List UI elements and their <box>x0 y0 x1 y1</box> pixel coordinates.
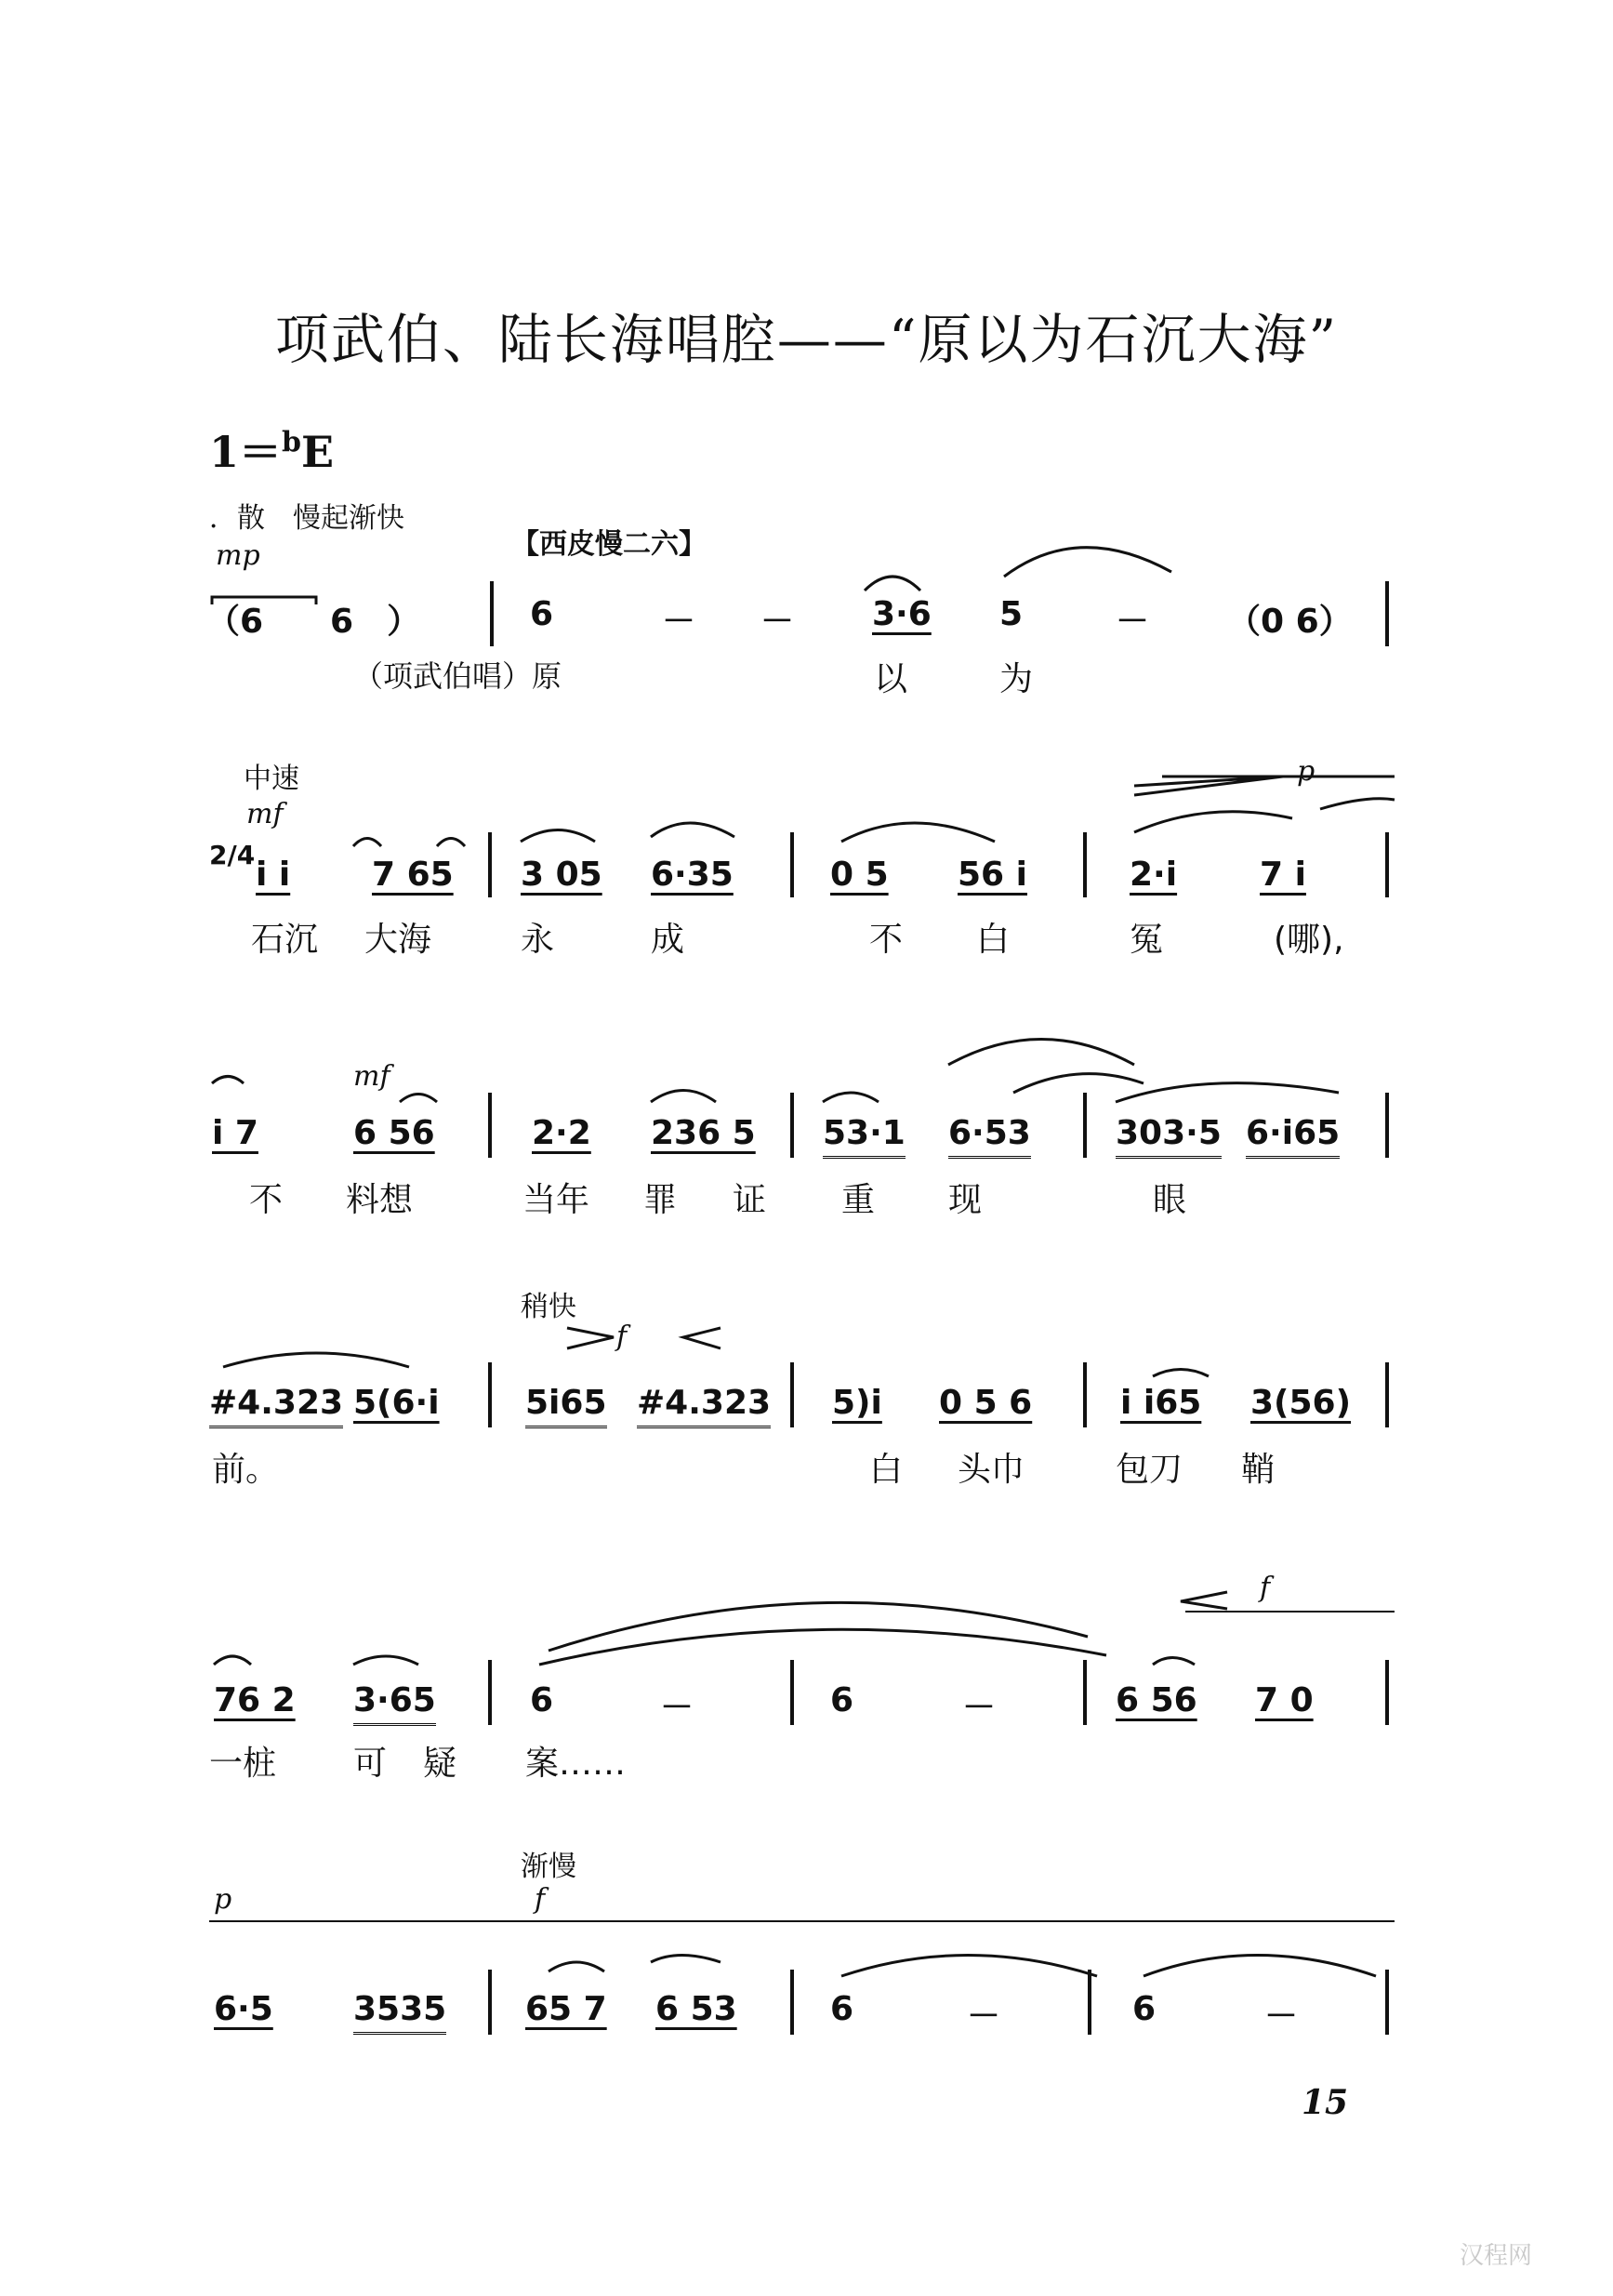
lyric: 成 <box>651 921 685 959</box>
time-signature: 2/4 <box>209 840 256 870</box>
dynamic-f: f <box>535 1883 546 1916</box>
hairpin <box>1134 776 1283 795</box>
slur <box>948 1040 1134 1066</box>
note: 3·6 <box>872 595 932 633</box>
note: 65 7 <box>525 1990 607 2028</box>
slur <box>823 1093 879 1102</box>
note: i 7 <box>212 1114 258 1152</box>
note: 56 i <box>958 856 1027 894</box>
slur <box>521 830 595 843</box>
slur <box>223 1353 409 1367</box>
slur <box>1144 1956 1376 1977</box>
lyric: 为 <box>999 660 1034 698</box>
lyric: 白 <box>869 1451 904 1489</box>
lyric: 鞘 <box>1241 1451 1276 1489</box>
note: 5)i <box>832 1384 882 1422</box>
slur <box>549 1962 604 1971</box>
note: 7 i <box>1260 856 1306 894</box>
slur <box>651 1091 716 1103</box>
dynamic-f: f <box>1260 1572 1271 1604</box>
slur <box>1153 1370 1209 1377</box>
slur <box>549 1602 1088 1651</box>
note: i i <box>256 856 291 894</box>
lyric: 重 <box>841 1181 876 1219</box>
lyric: 前。 <box>212 1451 280 1489</box>
note: 3 05 <box>521 856 602 894</box>
slur <box>865 577 920 591</box>
note: 6 <box>530 595 554 633</box>
note: 5(6·i <box>353 1384 440 1422</box>
note: － <box>1264 1997 1299 2036</box>
note: 6 56 <box>353 1114 435 1152</box>
note: － <box>760 603 795 641</box>
slur <box>353 839 381 847</box>
dynamic-mf: mf <box>246 798 284 830</box>
note: 3·65 <box>353 1681 436 1726</box>
lyric: 现 <box>948 1181 983 1219</box>
note: 6 <box>530 1681 554 1719</box>
note: 7 0 <box>1255 1681 1314 1719</box>
slur <box>353 1656 418 1665</box>
note: 6·i65 <box>1246 1114 1340 1159</box>
slur <box>1013 1074 1144 1093</box>
dynamic-f: f <box>616 1321 628 1353</box>
slur <box>651 1956 721 1963</box>
note: 6·5 <box>214 1990 273 2028</box>
lyric: 冤 <box>1130 921 1164 959</box>
dynamic-mp: mp <box>216 539 260 572</box>
lyric: 案…… <box>525 1745 627 1783</box>
lyric: 不 <box>869 921 904 959</box>
dynamic-mf: mf <box>353 1060 390 1093</box>
tempo-marking-6: 渐慢 <box>521 1851 576 1883</box>
note: 7 65 <box>372 856 454 894</box>
note: － <box>962 1689 997 1727</box>
key-note: E <box>301 427 335 477</box>
note: #4.323 <box>637 1384 771 1428</box>
slur <box>1004 548 1171 577</box>
slur <box>539 1629 1106 1665</box>
lyric: 一桩 <box>209 1745 277 1783</box>
lyric: 永 <box>521 921 555 959</box>
note: 303·5 <box>1116 1114 1222 1159</box>
watermark: 汉程网 <box>1460 2242 1533 2270</box>
page-title: 项武伯、陆长海唱腔——“原以为石沉大海” <box>274 308 1339 371</box>
note: 2·i <box>1130 856 1178 894</box>
note: 53·1 <box>823 1114 906 1159</box>
note: － <box>660 1689 694 1727</box>
hairpin <box>567 1328 614 1348</box>
note: 6 53 <box>655 1990 737 2028</box>
slur <box>841 823 995 842</box>
slur <box>1153 1658 1195 1666</box>
tempo-marking-1: ．散 慢起渐快 <box>209 502 404 535</box>
slur <box>1134 812 1292 832</box>
key-flat: b <box>282 426 301 459</box>
slur <box>212 1077 244 1084</box>
slur <box>1320 799 1395 809</box>
lyric: 白 <box>976 921 1011 959</box>
slur <box>841 1956 1097 1977</box>
note: 3(56) <box>1250 1384 1352 1422</box>
note: － <box>662 603 696 641</box>
note: 3535 <box>353 1990 446 2035</box>
dynamic-p: p <box>214 1883 232 1916</box>
lyric: (哪), <box>1274 921 1344 959</box>
note: 236 5 <box>651 1114 756 1152</box>
lyric: 罪 <box>643 1181 678 1219</box>
dynamic-p: p <box>1297 755 1316 788</box>
note: 6·35 <box>651 856 734 894</box>
note: 2·2 <box>532 1114 591 1152</box>
hairpin <box>683 1328 721 1348</box>
intro-notes: （6 6 ） <box>206 603 421 641</box>
lyric: 石沉 <box>251 921 319 959</box>
lyric: 包刀 <box>1116 1451 1183 1489</box>
slur <box>400 1095 437 1103</box>
lyric: 证 <box>733 1181 767 1219</box>
note: 5i65 <box>525 1384 607 1428</box>
lyric: 大海 <box>364 921 432 959</box>
fermata-bracket <box>212 597 316 604</box>
banqiang-label: 【西皮慢二六】 <box>511 528 707 561</box>
lyric: 疑 <box>423 1745 457 1783</box>
note: 6 <box>1132 1990 1157 2028</box>
lyric: 不 <box>249 1181 284 1219</box>
hairpin <box>1181 1592 1227 1609</box>
note: 76 2 <box>214 1681 296 1719</box>
note: 6·53 <box>948 1114 1031 1159</box>
page-number: 15 <box>1302 2083 1349 2122</box>
note: 6 <box>830 1990 854 2028</box>
note: 0 5 <box>830 856 889 894</box>
lyric: 当年 <box>522 1181 590 1219</box>
slur <box>437 839 465 847</box>
note: （0 6） <box>1227 603 1353 641</box>
tempo-marking-4: 稍快 <box>521 1291 576 1323</box>
key-prefix: 1＝ <box>209 427 283 477</box>
lyric: 可 <box>353 1745 388 1783</box>
lyric: 头巾 <box>958 1451 1025 1489</box>
tempo-marking-2: 中速 <box>244 763 299 795</box>
note: i i65 <box>1120 1384 1202 1422</box>
note: － <box>967 1997 1001 2036</box>
lyric: 料想 <box>346 1181 414 1219</box>
slur <box>1116 1083 1339 1102</box>
singer-label: （项武伯唱）原 <box>353 658 562 694</box>
slur <box>651 823 734 837</box>
note: #4.323 <box>209 1384 343 1428</box>
note: 5 <box>999 595 1024 633</box>
lyric: 以 <box>874 660 908 698</box>
note: 0 5 6 <box>939 1384 1033 1422</box>
note: 6 56 <box>1116 1681 1197 1719</box>
lyric: 眼 <box>1153 1181 1187 1219</box>
slur <box>214 1656 251 1665</box>
note: 6 <box>830 1681 854 1719</box>
note: － <box>1116 603 1150 641</box>
